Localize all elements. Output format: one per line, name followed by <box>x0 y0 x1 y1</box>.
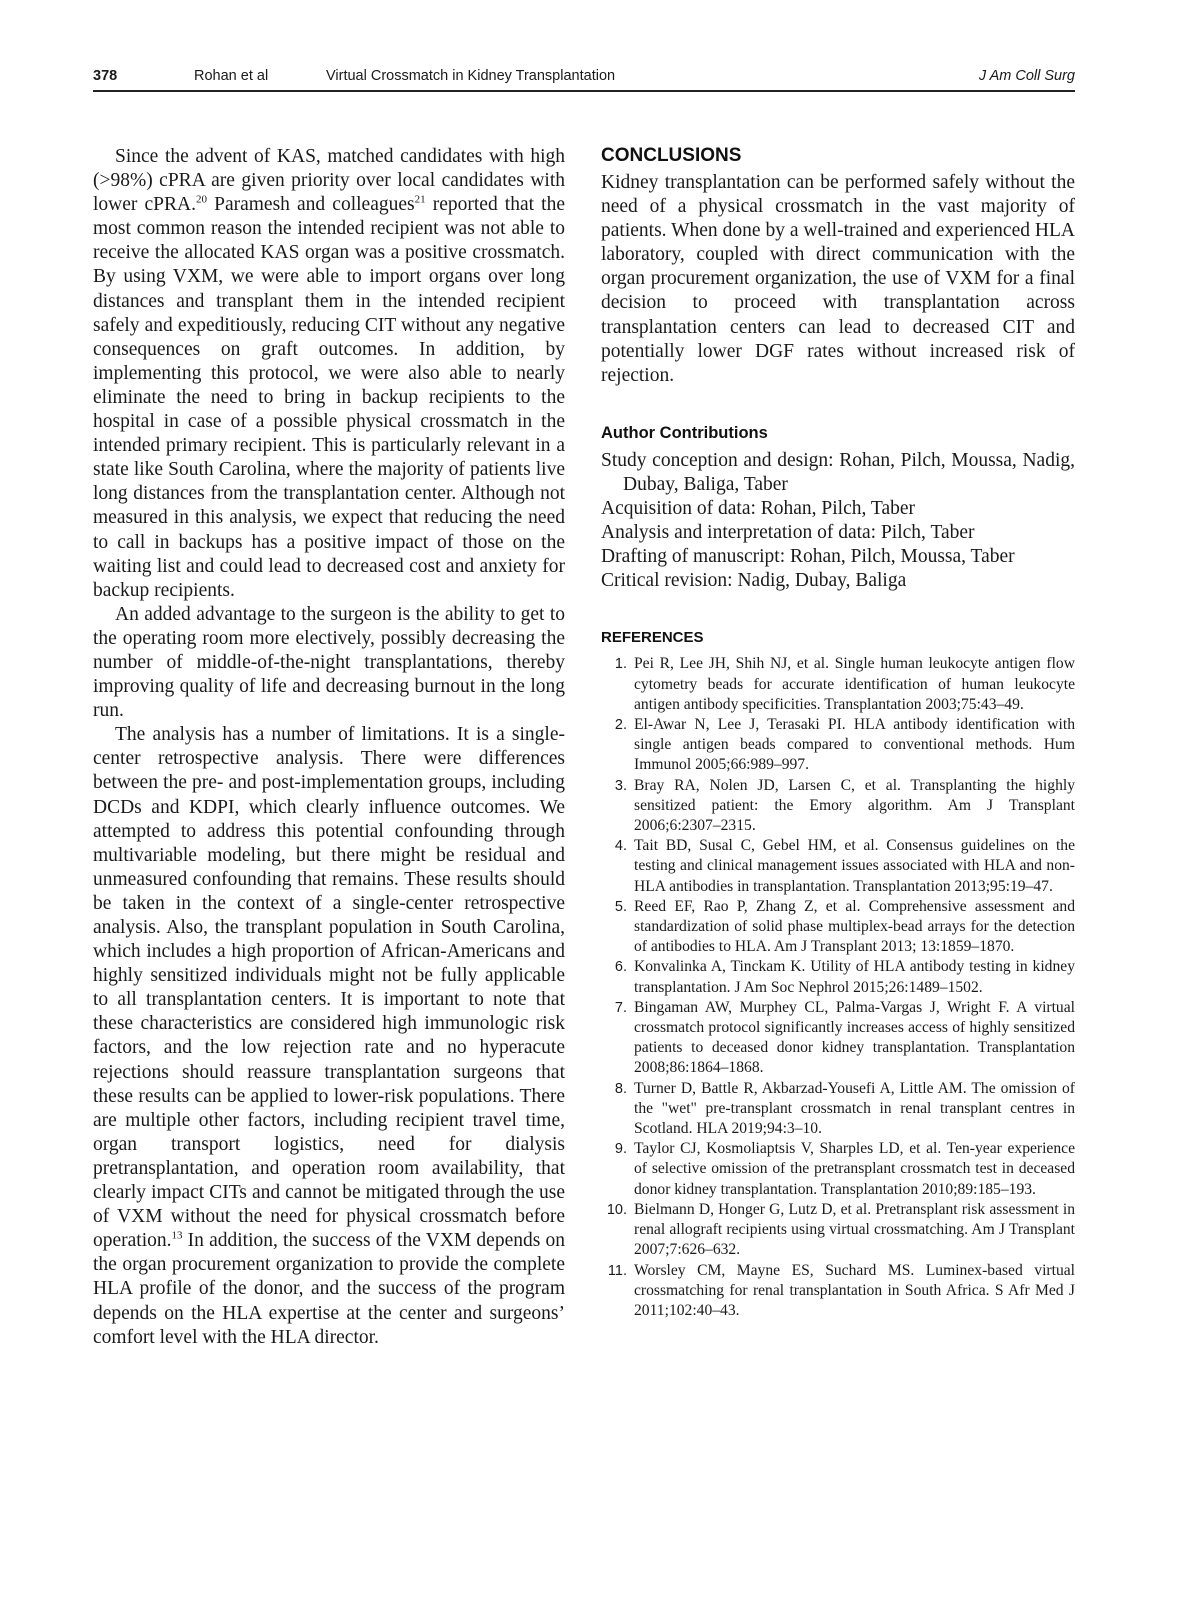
reference-text: Reed EF, Rao P, Zhang Z, et al. Comprehensive assessment and standardization of solid phase multiplex-bead arrays for the detection of antibodies to HLA. Am J Transplant 2013; 13:1859–1870. <box>634 897 1075 956</box>
page-number: 378 <box>93 68 118 84</box>
reference-item <box>601 1261 1075 1322</box>
reference-number: 10. <box>606 1201 627 1218</box>
body-paragraph <box>93 145 565 603</box>
citation-superscript: 20 <box>195 193 207 206</box>
contribution-item: Drafting of manuscript: Rohan, Pilch, Moussa, Taber <box>601 546 1015 568</box>
reference-text: Tait BD, Susal C, Gebel HM, et al. Consensus guidelines on the testing and clinical management issues associated with HLA and non-HLA antibodies in transplantation. Transplantation 2013;95:19–47. <box>634 837 1075 895</box>
reference-number: 11. <box>607 1262 627 1279</box>
reference-item <box>601 998 1075 1079</box>
running-authors: Rohan et al <box>194 68 269 84</box>
reference-number: 1. <box>614 656 627 673</box>
discussion-text <box>93 145 565 1350</box>
paragraph-text: The analysis has a number of limitations. It is a single-center retrospective analysis. There were differences between the pre- and post-implementation groups, including DCDs and KDPI, which clearly influence outcomes. We attempted to address this potential confounding through multivariable modeling, but there might be residual and unmeasured confounding that remains. These results should be taken in the context of a single-center retrospective analysis. Also, the transplant population in South Carolina, which includes a high proportion of African-Americans and highly sensitized individuals might not be fully applicable to all transplantation centers. It is important to note that these characteristics are considered high immunologic risk factors, and the low rejection rate and no hyperacute rejections should reassure transplantation surgeons that these results can be applied to lower-risk populations. There are multiple other factors, including recipient travel time, organ transport logistics, need for dialysis pretransplantation, and operation room availability, that clearly impact CITs and cannot be mitigated through the use of VXM without the need for physical crossmatch before operation. <box>93 724 565 1252</box>
reference-text: Bielmann D, Honger G, Lutz D, et al. Pretransplant risk assessment in renal allograft recipients using virtual crossmatching. Am J Transplant 2007;7:626–632. <box>634 1200 1075 1259</box>
citation-superscript: 13 <box>171 1229 183 1242</box>
paragraph-text: An added advantage to the surgeon is the ability to get to the operating room more electively, possibly decreasing the number of middle-of-the-night transplantations, thereby improving quality of life and decreasing burnout in the long run. <box>93 603 565 722</box>
reference-text: El-Awar N, Lee J, Terasaki PI. HLA antibody identification with single antigen beads compared to conventional methods. Hum Immunol 2005;66:989–997. <box>634 716 1075 774</box>
reference-item <box>601 1200 1075 1261</box>
reference-item <box>601 1079 1075 1140</box>
reference-text: Taylor CJ, Kosmoliaptsis V, Sharples LD, et al. Ten-year experience of selective omission of the pretransplant crossmatch test in deceased donor kidney transplantation. Transplantation 2010;89:185–193. <box>634 1140 1075 1198</box>
reference-text: Bingaman AW, Murphey CL, Palma-Vargas J, Wright F. A virtual crossmatch protocol significantly increases access of highly sensitized patients to deceased donor kidney transplantation. Transplantation 2008;86:1864–1868. <box>634 998 1075 1077</box>
body-paragraph <box>93 723 565 1349</box>
conclusions-heading: CONCLUSIONS <box>601 145 742 166</box>
reference-item <box>601 654 1075 715</box>
reference-text: Worsley CM, Mayne ES, Suchard MS. Luminex-based virtual crossmatching for renal transplantation in South Africa. S Afr Med J 2011;102:40–43. <box>634 1261 1075 1319</box>
reference-number: 5. <box>614 898 627 915</box>
references-list <box>601 654 1075 1321</box>
reference-item <box>601 776 1075 837</box>
running-title: Virtual Crossmatch in Kidney Transplantation <box>326 68 616 84</box>
reference-number: 9. <box>614 1141 627 1158</box>
body-paragraph <box>93 603 565 723</box>
contribution-item: Critical revision: Nadig, Dubay, Baliga <box>601 570 907 592</box>
reference-number: 4. <box>614 838 627 855</box>
paragraph-text: Paramesh and colleagues <box>206 194 415 216</box>
references-heading: REFERENCES <box>601 629 704 647</box>
paragraph-text: In addition, the success of the VXM depends on the organ procurement organization to provide the complete HLA profile of the donor, and the success of the program depends on the HLA expertise at the center and surgeons’ comfort level with the HLA director. <box>93 1230 565 1348</box>
reference-number: 3. <box>614 777 627 794</box>
reference-item <box>601 897 1075 958</box>
reference-item <box>601 1139 1075 1200</box>
reference-item <box>601 957 1075 997</box>
contribution-item: Study conception and design: Rohan, Pilch, Moussa, Nadig, Dubay, Baliga, Taber <box>601 449 1075 495</box>
reference-number: 8. <box>614 1080 627 1097</box>
reference-text: Bray RA, Nolen JD, Larsen C, et al. Transplanting the highly sensitized patient: the Emory algorithm. Am J Transplant 2006;6:2307–2315. <box>634 776 1075 835</box>
author-contributions-list <box>601 449 1075 594</box>
reference-number: 2. <box>614 717 627 734</box>
contribution-item: Analysis and interpretation of data: Pilch, Taber <box>601 522 975 544</box>
citation-superscript: 21 <box>414 193 426 206</box>
right-column <box>601 145 1075 1321</box>
paragraph-text: reported that the most common reason the intended recipient was not able to receive the allocated KAS organ was a positive crossmatch. By using VXM, we were able to import organs over long distances and transplant them in the intended recipient safely and expeditiously, reducing CIT without any negative consequences on graft outcomes. In addition, by implementing this protocol, we were also able to nearly eliminate the need to bring in backup recipients to the hospital in case of a possible physical crossmatch in the intended primary recipient. This is particularly relevant in a state like South Carolina, where the majority of patients live long distances from the transplantation center. Although not measured in this analysis, we expect that reducing the need to call in backups has a positive impact of those on the waiting list and could lead to decreased cost and anxiety for backup recipients. <box>93 194 565 601</box>
reference-number: 6. <box>614 959 627 976</box>
reference-text: Konvalinka A, Tinckam K. Utility of HLA antibody testing in kidney transplantation. J Am Soc Nephrol 2015;26:1489–1502. <box>634 958 1075 996</box>
conclusions-text: Kidney transplantation can be performed safely without the need of a physical crossmatch in the vast majority of patients. When done by a well-trained and experienced HLA laboratory, coupled with direct communication with the organ procurement organization, the use of VXM for a final decision to proceed with transplantation across transplantation centers can lead to decreased CIT and potentially lower DGF rates without increased risk of rejection. <box>601 172 1075 386</box>
reference-item <box>601 715 1075 776</box>
paragraph-text: Since the advent of KAS, matched candidates with high (>98%) cPRA are given priority over local candidates with lower cPRA. <box>93 146 565 216</box>
running-header <box>93 66 1075 92</box>
left-column <box>93 145 565 1350</box>
journal-name: J Am Coll Surg <box>978 68 1075 84</box>
contribution-item: Acquisition of data: Rohan, Pilch, Taber <box>601 498 916 520</box>
reference-text: Turner D, Battle R, Akbarzad-Yousefi A, Little AM. The omission of the "wet" pre-transplant crossmatch in renal transplant centres in Scotland. HLA 2019;94:3–10. <box>634 1079 1075 1138</box>
reference-number: 7. <box>614 999 627 1016</box>
reference-text: Pei R, Lee JH, Shih NJ, et al. Single human leukocyte antigen flow cytometry beads for accurate identification of human leukocyte antigen antibody specificities. Transplantation 2003;75:43–49. <box>634 655 1075 713</box>
reference-item <box>601 836 1075 897</box>
author-contributions-heading: Author Contributions <box>601 423 768 442</box>
